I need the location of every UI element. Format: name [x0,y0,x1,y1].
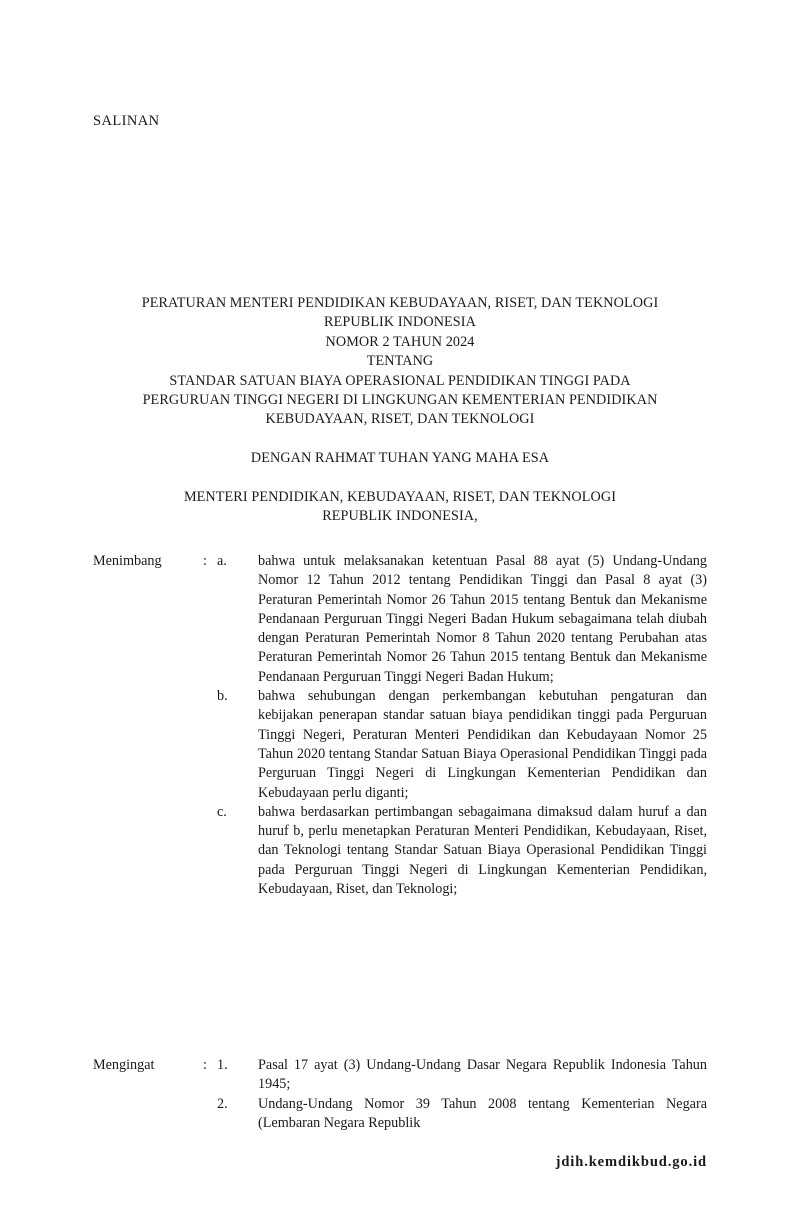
mengingat-item-2 [93,1095,707,1134]
menimbang-text-b: bahwa sehubungan dengan perkembangan kebutuhan pengaturan dan kebijakan penerapan standar satuan biaya pendidikan tinggi pada Perguruan Tinggi Negeri, Peraturan Menteri Pendidikan dan Kebudayaan Nomor 25 Tahun 2020 tentang Standar Satuan Biaya Operasional Pendidikan Tinggi pada Perguruan Tinggi Negeri di Lingkungan Kementerian Pendidikan dan Kebudayaan perlu diganti; [258,688,707,801]
mengingat-section [93,1056,707,1133]
authority-line-2: REPUBLIK INDONESIA, [322,508,478,525]
title-line-5: STANDAR SATUAN BIAYA OPERASIONAL PENDIDIKAN TINGGI PADA [169,372,631,389]
mengingat-marker-1: 1. [217,1057,228,1073]
title-line-3-number: NOMOR 2 TAHUN 2024 [325,333,475,350]
title-spacer-1 [93,430,707,449]
menimbang-marker-c: c. [217,803,227,820]
menimbang-label: Menimbang [93,553,162,569]
mengingat-label: Mengingat [93,1057,155,1073]
authority-line-1: MENTERI PENDIDIKAN, KEBUDAYAAN, RISET, DAN TEKNOLOGI [183,489,617,506]
mengingat-text-1: Pasal 17 ayat (3) Undang-Undang Dasar Negara Republik Indonesia Tahun 1945; [258,1057,707,1093]
menimbang-text-c: bahwa berdasarkan pertimbangan sebagaimana dimaksud dalam huruf a dan huruf b, perlu menetapkan Peraturan Menteri Pendidikan, Kebudayaan, Riset, dan Teknologi tentang Standar Satuan Biaya Operasional Pendidikan Tinggi pada Perguruan Tinggi Negeri di Lingkungan Kementerian Pendidikan, Kebudayaan, Riset, dan Teknologi; [258,803,707,898]
title-spacer-2 [93,469,707,488]
blessing-line: DENGAN RAHMAT TUHAN YANG MAHA ESA [250,450,550,467]
mengingat-text-2: Undang-Undang Nomor 39 Tahun 2008 tentang Kementerian Negara (Lembaran Negara Republik [258,1095,707,1131]
title-line-6: PERGURUAN TINGGI NEGERI DI LINGKUNGAN KEMENTERIAN PENDIDIKAN [142,392,658,409]
title-line-4-tentang: TENTANG [366,353,434,370]
menimbang-marker-a: a. [217,553,227,569]
document-title-block [93,294,707,527]
title-line-1: PERATURAN MENTERI PENDIDIKAN KEBUDAYAAN, RISET, DAN TEKNOLOGI [141,295,659,311]
menimbang-colon: : [203,553,207,569]
menimbang-item-c [93,803,707,899]
mengingat-marker-2: 2. [217,1095,228,1112]
menimbang-text-a: bahwa untuk melaksanakan ketentuan Pasal 88 ayat (5) Undang-Undang Nomor 12 Tahun 2012 tentang Pendidikan Tinggi dan Pasal 8 ayat (3) Peraturan Pemerintah Nomor 26 Tahun 2015 tentang Bentuk dan Mekanisme Pendanaan Perguruan Tinggi Negeri Badan Hukum sebagaimana telah diubah dengan Peraturan Pemerintah Nomor 8 Tahun 2020 tentang Perubahan atas Peraturan Pemerintah Nomor 26 Tahun 2015 tentang Bentuk dan Mekanisme Pendanaan Perguruan Tinggi Negeri Badan Hukum; [258,553,707,685]
menimbang-item-b [93,687,707,803]
menimbang-item-a [93,552,707,687]
mengingat-colon: : [203,1057,207,1073]
footer-watermark: jdih.kemdikbud.go.id [555,1154,707,1170]
title-line-2: REPUBLIK INDONESIA [324,314,476,331]
menimbang-section [93,552,707,899]
copy-mark: SALINAN [93,113,160,129]
mengingat-item-1 [93,1056,707,1095]
title-line-7: KEBUDAYAAN, RISET, DAN TEKNOLOGI [265,411,535,428]
menimbang-marker-b: b. [217,688,228,705]
